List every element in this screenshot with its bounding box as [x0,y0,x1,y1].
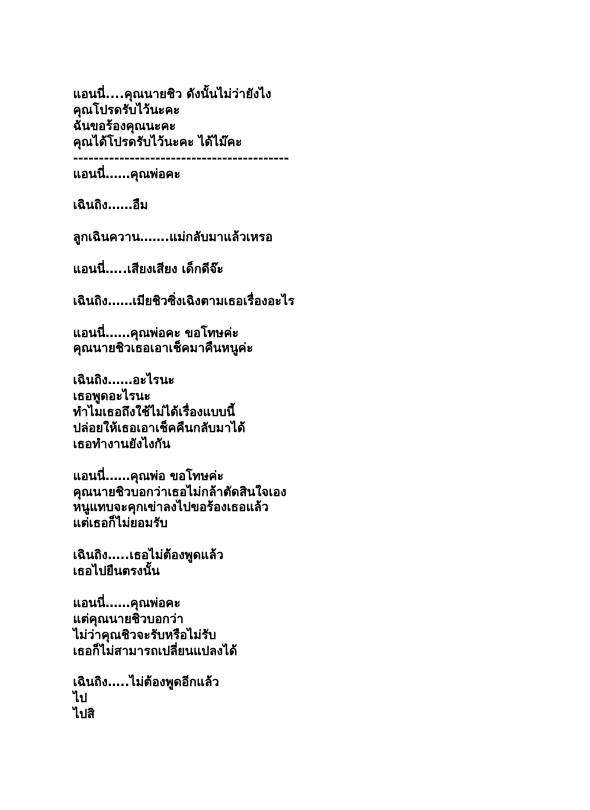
dialogue-block [73,197,573,213]
text-line: หนูแทบจะคุกเข่าลงไปขอร้องเธอแล้ว [73,499,269,515]
text-line: เธอไปยืนตรงนั้น [73,563,160,579]
dialogue-block [73,595,573,659]
dialogue-block [73,372,573,452]
text-line: ไปสิ [73,706,95,722]
text-line: แอนนี่……คุณพ่อ ขอโทษค่ะ [73,467,224,483]
text-line: เฉินถิง…..เธอไม่ต้องพูดแล้ว [73,547,224,563]
dialogue-block [73,674,573,722]
text-line: แต่คุณนายชิวบอกว่า [73,610,184,626]
text-line: คุณนายชิวเธอเอาเช็คมาคืนหนูค่ะ [73,340,254,356]
text-line: เฉินถิง…..ไม่ต้องพูดอีกแล้ว [73,674,220,690]
text-line: แอนนี่……คุณพ่อคะ [73,165,181,181]
text-line: เธอพูดอะไรนะ [73,388,151,404]
text-line: เฉินถิง……เมียชิวซิ่งเฉิงตามเธอเรื่องอะไร [73,292,295,308]
text-line: แอนนี่……คุณพ่อคะ [73,594,181,610]
text-line: ฉันขอร้องคุณนะคะ [73,117,176,133]
dialogue-block [73,229,573,245]
dialogue-block [73,468,573,532]
dialogue-block [73,547,573,579]
text-line: แอนนี่…..เสียงเสียง เด็กดีจ๊ะ [73,260,224,276]
dialogue-block [73,293,573,309]
text-line: เฉินถิง……อืม [73,197,149,213]
text-line: แอนนี่……คุณพ่อคะ ขอโทษค่ะ [73,324,239,340]
dialogue-block [73,86,573,181]
text-line: เฉินถิง……อะไรนะ [73,372,175,388]
text-line: ทำไมเธอถึงใช้ไม่ได้เรื่องแบบนี้ [73,404,236,420]
text-line: คุณนายชิวบอกว่าเธอไม่กล้าตัดสินใจเอง [73,483,287,499]
text-line: ปล่อยให้เธอเอาเช็คคืนกลับมาได้ [73,419,246,435]
text-line: คุณได้โปรดรับไว้นะคะ ได้ไม๊คะ [73,133,242,149]
separator-line: ------------------------------------------ [73,149,289,165]
text-line: ไป [73,690,88,706]
text-line: แต่เธอก็ไม่ยอมรับ [73,515,168,531]
text-line: คุณโปรดรับไว้นะคะ [73,101,180,117]
dialogue-block [73,261,573,277]
text-line: เธอทำงานยังไงกัน [73,435,171,451]
script-text [73,86,573,738]
text-line: เธอก็ไม่สามารถเปลี่ยนแปลงได้ [73,642,238,658]
text-line: ไม่ว่าคุณชิวจะรับหรือไม่รับ [73,626,217,642]
dialogue-block [73,325,573,357]
text-line: ลูกเฉินควาน…….แม่กลับมาแล้วเหรอ [73,229,273,245]
text-line: แอนนี่....คุณนายชิว ดังนั้นไม่ว่ายังไง [73,86,272,101]
